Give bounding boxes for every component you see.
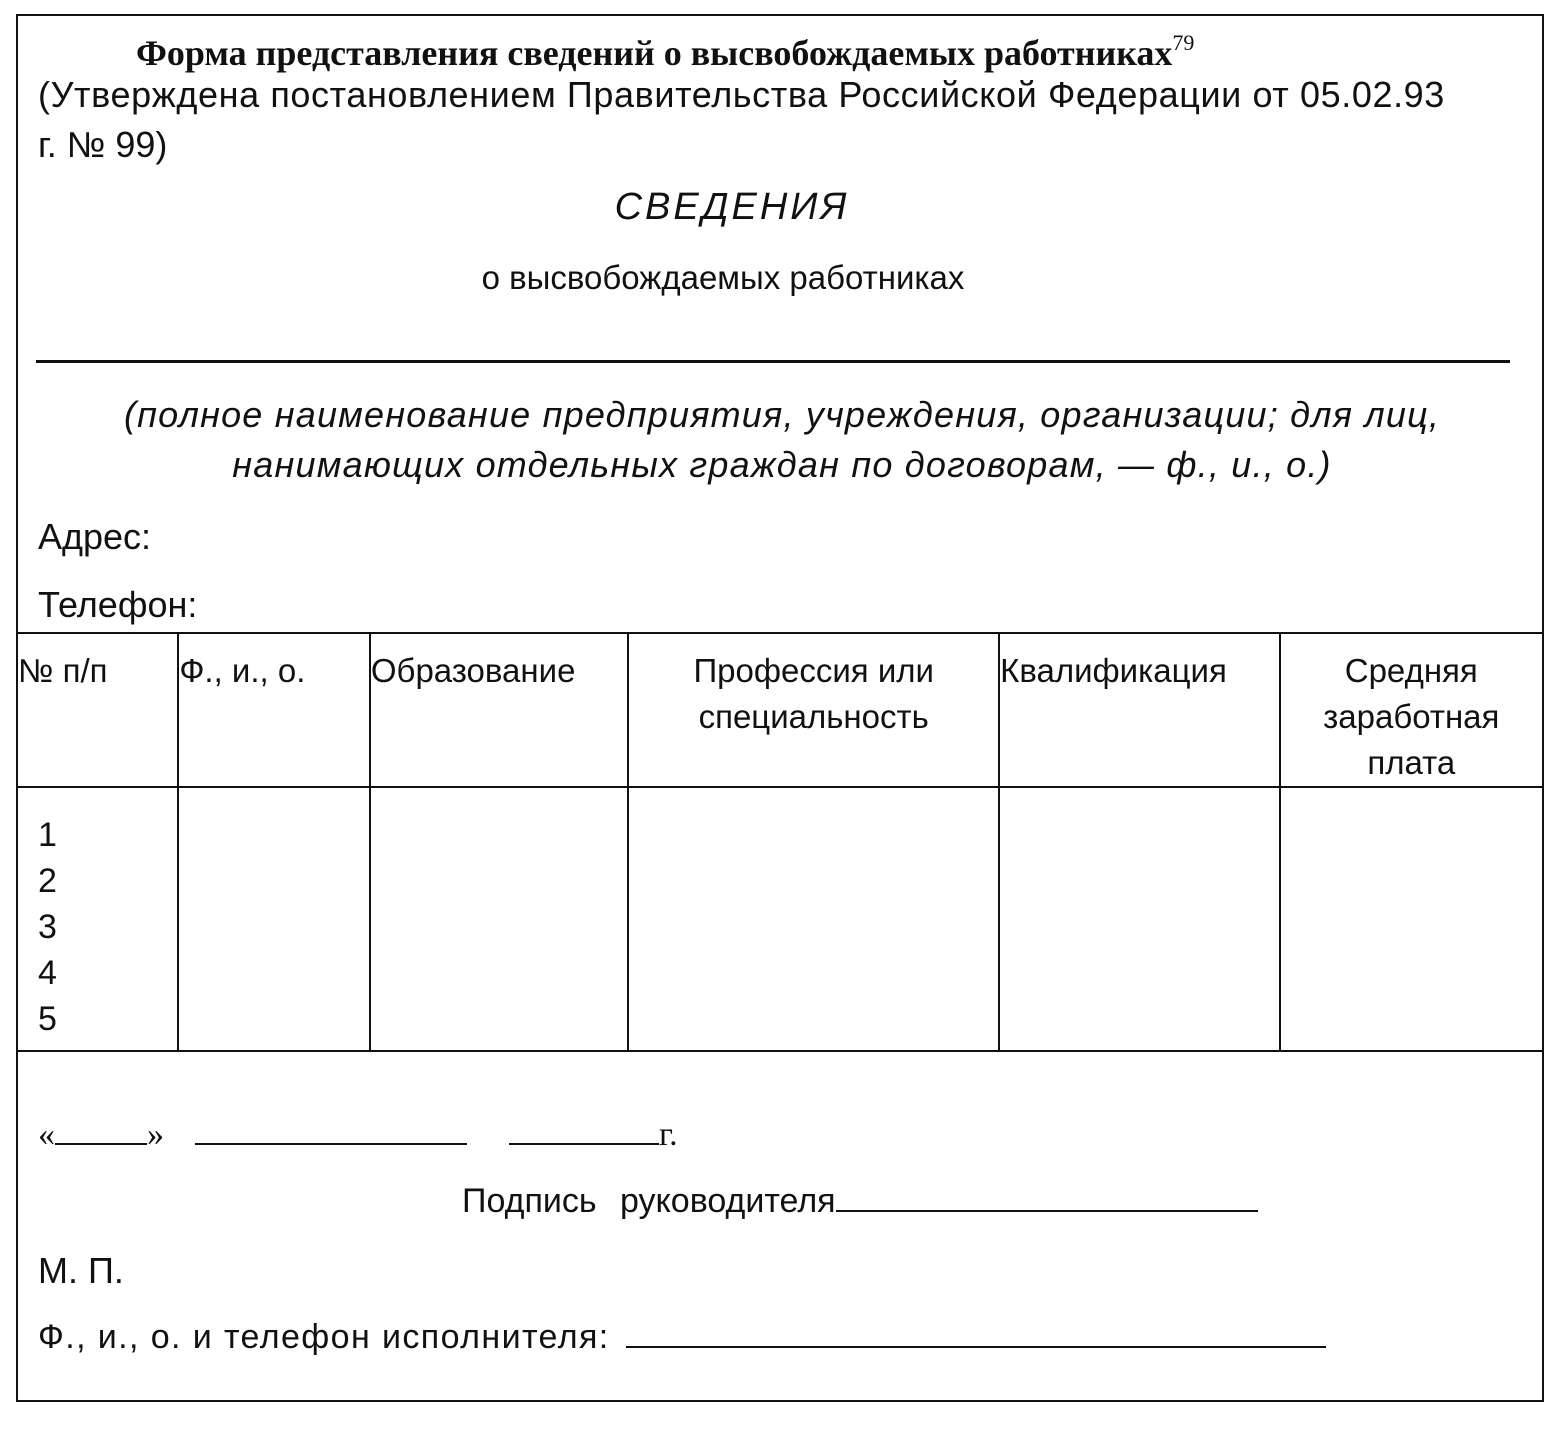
education-cell[interactable]	[370, 787, 628, 1051]
stamp-place-label: М. П.	[38, 1250, 124, 1291]
average-salary-cell[interactable]	[1280, 787, 1543, 1051]
organization-hint-line-1: (полное наименование предприятия, учреждения, организации; для лиц,	[123, 394, 1441, 435]
profession-cell[interactable]	[628, 787, 999, 1051]
table-header-row	[17, 633, 1543, 787]
executor-line	[38, 1318, 1326, 1357]
row-numbers-cell	[17, 787, 178, 1051]
approval-note-line-1: (Утверждена постановлением Правительства Российской Федерации от 05.02.93	[38, 74, 1445, 115]
address-label: Адрес:	[38, 516, 152, 557]
executor-blank[interactable]	[626, 1346, 1326, 1348]
approval-note-line-2: г. № 99)	[38, 124, 168, 165]
table-row	[17, 787, 1543, 1051]
phone-label: Телефон:	[38, 584, 198, 625]
column-header-number: № п/п	[17, 633, 178, 787]
row-number: 4	[38, 954, 57, 992]
date-line	[38, 1116, 678, 1154]
year-suffix: г.	[659, 1116, 678, 1153]
column-header-average-salary: Средняя заработная плата	[1280, 633, 1543, 787]
form-frame	[16, 14, 1544, 1402]
signature-line	[462, 1182, 1258, 1221]
document-subheading: о высвобождаемых работниках	[481, 259, 965, 296]
column-header-name: Ф., и., о.	[178, 633, 370, 787]
organization-hint-line-2: нанимающих отдельных граждан по договорам, — ф., и., о.)	[232, 444, 1332, 485]
name-cell[interactable]	[178, 787, 370, 1051]
row-number: 2	[38, 862, 57, 900]
organization-name-line[interactable]	[36, 360, 1510, 363]
row-number: 3	[38, 908, 57, 946]
row-number: 5	[38, 1000, 57, 1038]
footnote-mark: 79	[1172, 30, 1195, 55]
month-blank[interactable]	[195, 1143, 467, 1145]
day-blank[interactable]	[55, 1143, 147, 1145]
document-heading: СВЕДЕНИЯ	[614, 186, 850, 228]
form-title: Форма представления сведений о высвобождаемых работниках$^{79}$	[136, 30, 1195, 73]
executor-label: Ф., и., о. и телефон исполнителя:	[38, 1318, 610, 1356]
workers-table	[16, 632, 1544, 1052]
column-header-education: Образование	[370, 633, 628, 787]
signature-label: Подпись руководителя	[462, 1182, 836, 1220]
date-close-quote: »	[147, 1116, 164, 1153]
qualification-cell[interactable]	[999, 787, 1279, 1051]
date-open-quote: «	[38, 1116, 55, 1153]
column-header-qualification: Квалификация	[999, 633, 1279, 787]
year-blank[interactable]	[509, 1143, 659, 1145]
column-header-profession: Профессия или специальность	[628, 633, 999, 787]
signature-blank[interactable]	[836, 1210, 1258, 1212]
row-number: 1	[38, 816, 57, 854]
